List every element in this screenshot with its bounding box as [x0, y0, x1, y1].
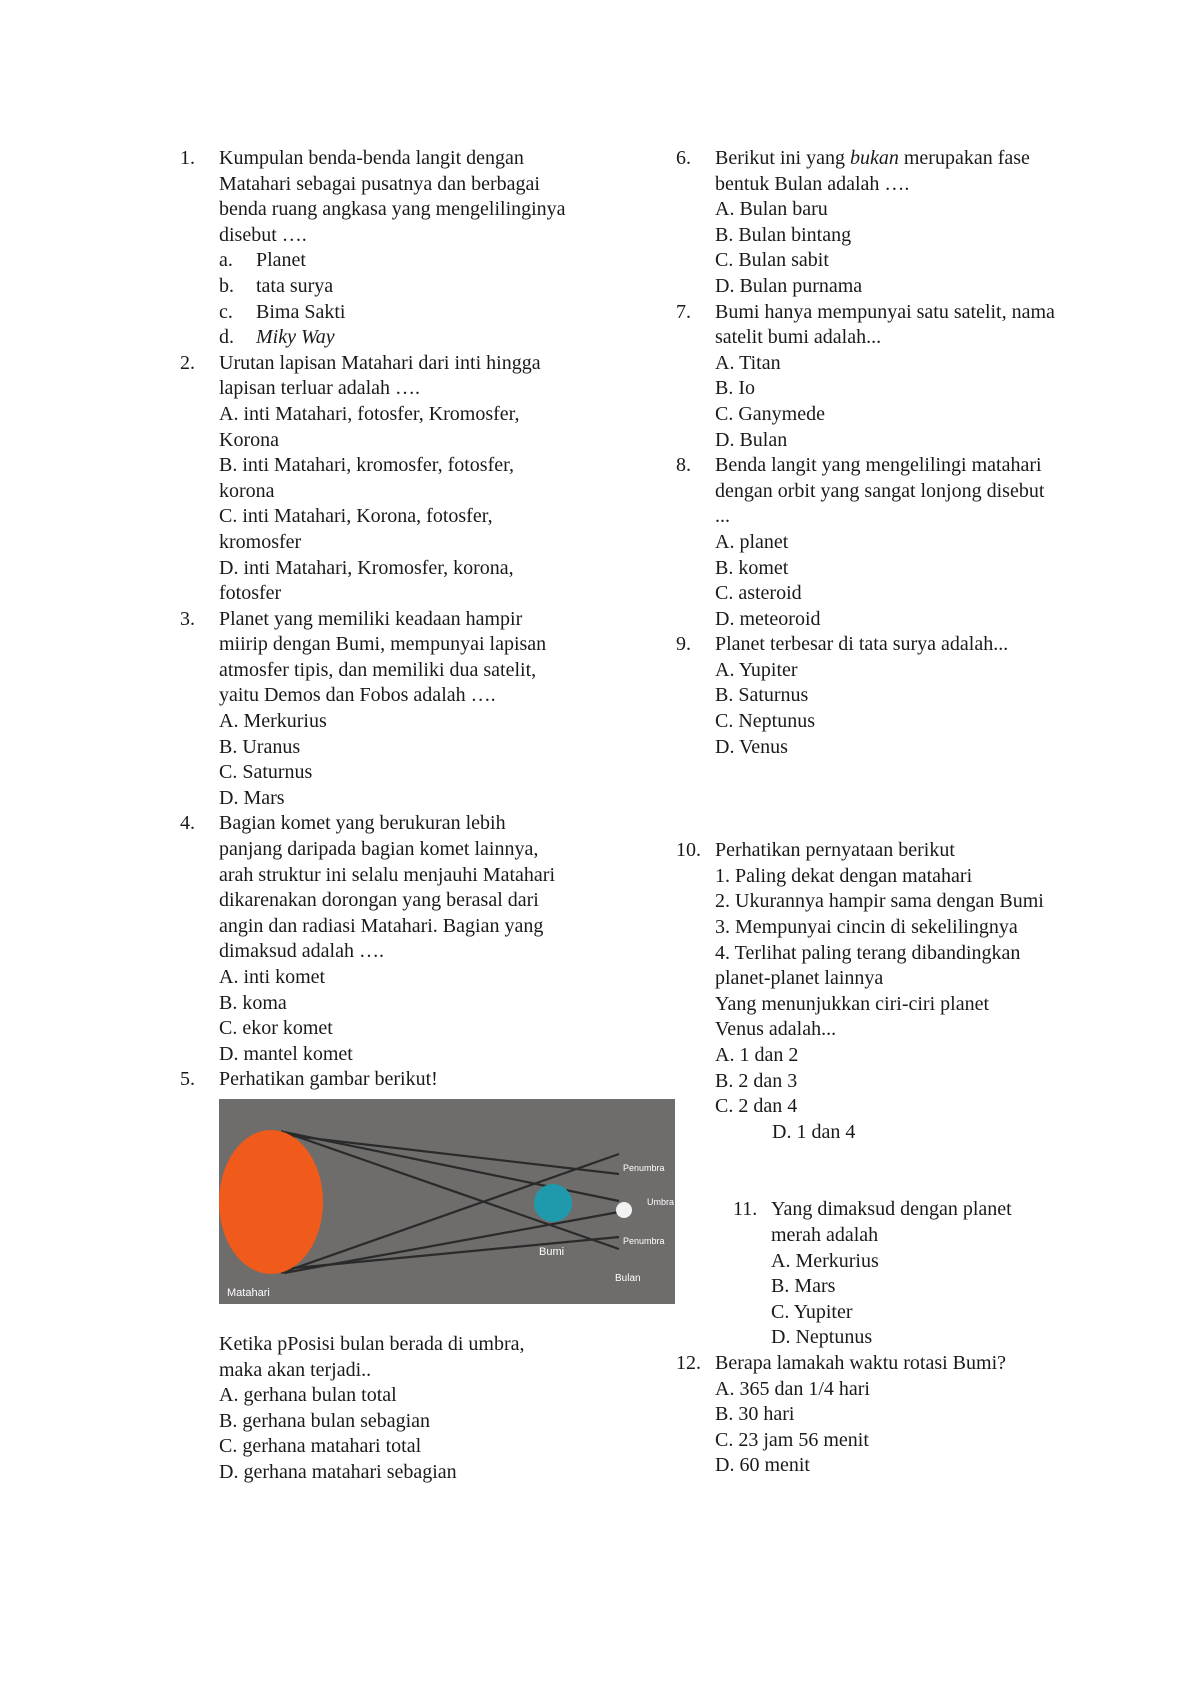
statement: 4. Terlihat paling terang dibandingkan planet-planet lainnya [715, 941, 1021, 990]
options-list [219, 248, 569, 350]
option: A. planet [715, 530, 789, 553]
sun-shape [219, 1130, 323, 1274]
question-number: 1. [180, 147, 195, 169]
statement: 2. Ukurannya hampir sama dengan Bumi [715, 890, 1044, 913]
question-text: Benda langit yang mengelilingi matahari dengan orbit yang sangat lonjong disebut ... [715, 454, 1045, 528]
options-list [715, 351, 1055, 453]
option: B. komet [715, 556, 789, 579]
option: D. Bulan purnama [715, 274, 863, 297]
question-1 [180, 146, 569, 351]
option: C. ekor komet [219, 1017, 333, 1040]
option: D. 1 dan 4 [772, 1120, 856, 1143]
option: B. 2 dan 3 [715, 1069, 798, 1092]
option: B. gerhana bulan sebagian [219, 1409, 431, 1432]
option: B. koma [219, 991, 287, 1014]
option: B. Io [715, 377, 755, 400]
option: D. Mars [219, 786, 285, 809]
option: B. inti Matahari, kromosfer, fotosfer, korona [219, 454, 514, 502]
option: C. gerhana matahari total [219, 1435, 422, 1458]
option: B. Mars [771, 1275, 836, 1298]
question-number: 7. [676, 300, 691, 323]
question-number: 3. [180, 607, 195, 630]
option: B. Uranus [219, 735, 301, 758]
options-list [771, 1249, 1061, 1351]
question-text: Planet terbesar di tata surya adalah... [715, 633, 1009, 656]
option: D. 60 menit [715, 1454, 810, 1477]
option: A. inti Matahari, fotosfer, Kromosfer, Korona [219, 402, 520, 451]
option: A. 365 dan 1/4 hari [715, 1377, 870, 1400]
question-text: Berapa lamakah waktu rotasi Bumi? [715, 1351, 1007, 1374]
option: D. Venus [715, 735, 788, 758]
eclipse-diagram [219, 1099, 675, 1304]
question-text: Yang dimaksud dengan planet merah adalah [771, 1198, 1012, 1246]
options-list [715, 197, 1055, 299]
question-number: 11. [733, 1198, 758, 1221]
options-list [219, 402, 569, 607]
option: C. 2 dan 4 [715, 1095, 798, 1118]
option [219, 274, 569, 300]
option [219, 325, 569, 351]
question-text [715, 146, 1055, 197]
option: D. Neptunus [771, 1326, 873, 1349]
option-letter: c. [219, 300, 233, 323]
question-4 [180, 811, 569, 1067]
question-8 [676, 453, 1055, 632]
option: A. inti komet [219, 966, 326, 988]
question-number: 10. [676, 839, 701, 862]
question-text: Bumi hanya mempunyai satu satelit, nama satelit bumi adalah... [715, 300, 1055, 349]
left-column [180, 146, 675, 1486]
statement: 3. Mempunyai cincin di sekelilingnya [715, 916, 1018, 939]
right-column [676, 146, 1076, 1479]
question-number: 12. [676, 1351, 701, 1374]
options-list [219, 1383, 670, 1485]
option: A. Merkurius [771, 1249, 879, 1272]
label-earth: Bumi [539, 1245, 565, 1258]
options-list [715, 530, 1055, 632]
question-followup-text: Ketika pPosisi bulan berada di umbra, maka akan terjadi.. [219, 1332, 525, 1381]
label-moon: Bulan [615, 1272, 641, 1284]
option: B. Saturnus [715, 684, 809, 707]
option: A. Bulan baru [715, 198, 828, 221]
spacer [676, 1145, 1076, 1197]
option: A. Merkurius [219, 710, 327, 733]
option: D. mantel komet [219, 1042, 353, 1065]
option: C. Bulan sabit [715, 249, 829, 272]
options-list [715, 1377, 1080, 1479]
question-number: 6. [676, 147, 691, 169]
label-penumbra-top: Penumbra [623, 1162, 665, 1173]
question-text-part: Berikut ini yang [715, 147, 850, 169]
option: C. inti Matahari, Korona, fotosfer, kromosfer [219, 505, 493, 553]
option: D. inti Matahari, Kromosfer, korona, fotosfer [219, 556, 514, 605]
question-text-part: merupakan fase bentuk Bulan adalah …. [715, 147, 1030, 195]
question-3 [180, 607, 569, 812]
option: C. Neptunus [715, 710, 815, 733]
option-letter: b. [219, 274, 234, 297]
question-6 [676, 146, 1055, 300]
options-list [219, 965, 569, 1067]
question-12 [676, 1351, 1080, 1479]
question-9 [676, 632, 1075, 760]
option-letter: d. [219, 326, 234, 349]
label-sun: Matahari [227, 1286, 270, 1299]
question-text: Urutan lapisan Matahari dari inti hingga lapisan terluar adalah …. [219, 351, 541, 400]
moon-shape [616, 1202, 632, 1218]
question-number: 9. [676, 633, 691, 656]
option: D. meteoroid [715, 607, 821, 630]
option: D. gerhana matahari sebagian [219, 1460, 457, 1483]
option-text: Miky Way [256, 326, 335, 349]
option: C. 23 jam 56 menit [715, 1428, 869, 1451]
option [219, 300, 569, 326]
question-10 [676, 838, 1080, 1145]
question-number: 4. [180, 812, 195, 835]
question-text: Perhatikan pernyataan berikut [715, 839, 955, 862]
options-list [715, 658, 1075, 760]
spacer [676, 760, 1076, 838]
options-list [219, 709, 569, 811]
label-penumbra-bottom: Penumbra [623, 1235, 665, 1246]
option-letter: a. [219, 249, 233, 272]
question-text: Planet yang memiliki keadaan hampir miirip dengan Bumi, mempunyai lapisan atmosfer tipis, dan memiliki dua satelit, yaitu Demos dan Fobos adalah …. [219, 607, 547, 707]
question-text: Bagian komet yang berukuran lebih panjang daripada bagian komet lainnya, arah struktur ini selalu menjauhi Matahari dikarenakan dorongan yang berasal dari angin dan radiasi Matahari. Bagian yang dimaksud adalah …. [219, 812, 556, 963]
question-2 [180, 351, 569, 607]
option: D. Bulan [715, 428, 788, 451]
eclipse-diagram-svg [219, 1099, 675, 1304]
option: C. asteroid [715, 582, 802, 605]
question-number: 5. [180, 1068, 195, 1091]
question-11 [733, 1197, 1061, 1351]
option: B. Bulan bintang [715, 223, 852, 246]
question-prompt: Yang menunjukkan ciri-ciri planet Venus adalah... [715, 992, 990, 1041]
statement: 1. Paling dekat dengan matahari [715, 864, 973, 887]
question-number: 2. [180, 351, 195, 374]
option: C. Yupiter [771, 1300, 853, 1323]
question-text: Perhatikan gambar berikut! [219, 1068, 438, 1091]
earth-shape [534, 1184, 572, 1222]
label-umbra: Umbra [647, 1196, 675, 1207]
option: C. Ganymede [715, 402, 825, 425]
option: A. Yupiter [715, 658, 798, 681]
question-number: 8. [676, 454, 691, 477]
question-5 [180, 1067, 675, 1485]
option: A. 1 dan 2 [715, 1044, 799, 1066]
option [219, 248, 569, 274]
option: A. Titan [715, 351, 781, 374]
options-list [715, 1043, 1080, 1145]
option-text: Planet [256, 249, 306, 272]
option: C. Saturnus [219, 761, 313, 784]
question-text: Kumpulan benda-benda langit dengan Matahari sebagai pusatnya dan berbagai benda ruang angkasa yang mengelilinginya disebut …. [219, 147, 566, 246]
question-7 [676, 300, 1055, 454]
option-text: Bima Sakti [256, 300, 346, 323]
question-text-emphasis: bukan [849, 147, 899, 169]
option: A. gerhana bulan total [219, 1384, 397, 1407]
option: B. 30 hari [715, 1403, 795, 1426]
option-text: tata surya [256, 274, 334, 297]
